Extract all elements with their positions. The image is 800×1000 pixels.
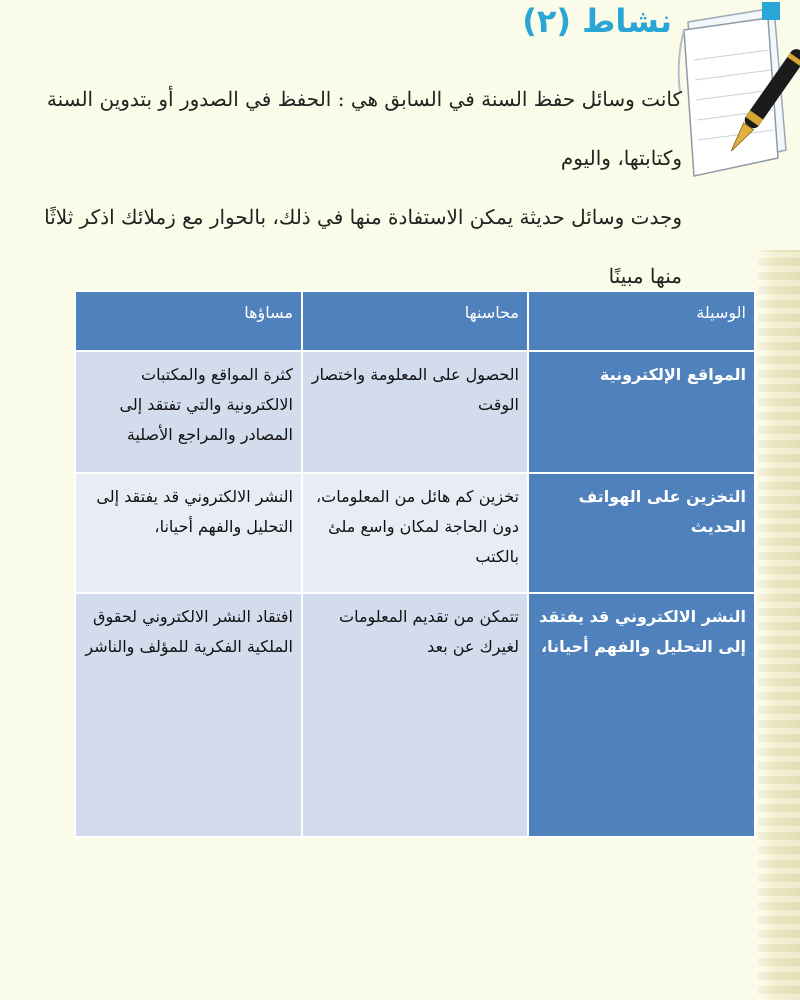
header-method: الوسيلة xyxy=(528,291,755,351)
header-pros: محاسنها xyxy=(302,291,528,351)
notebook-pen-icon xyxy=(670,0,800,190)
table-header-row xyxy=(75,291,755,351)
method-cell: المواقع الإلكترونية xyxy=(528,351,755,473)
intro-line: كانت وسائل حفظ السنة في السابق هي : الحفظ في الصدور أو بتدوين السنة وكتابتها، واليوم xyxy=(46,87,682,170)
cons-cell: افتقاد النشر الالكتروني لحقوق الملكية الفكرية للمؤلف والناشر xyxy=(75,593,302,837)
pros-cell: تتمكن من تقديم المعلومات لغيرك عن بعد xyxy=(302,593,528,837)
method-cell: النشر الالكتروني قد يفتقد إلى التحليل والفهم أحيانا، xyxy=(528,593,755,837)
table-row xyxy=(75,351,755,473)
page-edge-strip xyxy=(758,250,800,1000)
table-row xyxy=(75,473,755,593)
methods-table xyxy=(74,290,756,838)
cons-cell: كثرة المواقع والمكتبات الالكترونية والتي تفتقد إلى المصادر والمراجع الأصلية xyxy=(75,351,302,473)
pros-cell: تخزين كم هائل من المعلومات، دون الحاجة لمكان واسع ملئ بالكتب xyxy=(302,473,528,593)
pros-cell: الحصول على المعلومة واختصار الوقت xyxy=(302,351,528,473)
method-cell: التخزين على الهواتف الحديث xyxy=(528,473,755,593)
activity-title: نشاط (٢) xyxy=(522,2,672,40)
intro-line: وجدت وسائل حديثة يمكن الاستفادة منها في ذلك، بالحوار مع زملائك اذكر ثلاثًا منها مبينًا xyxy=(44,205,682,288)
cons-cell: النشر الالكتروني قد يفتقد إلى التحليل والفهم أحيانا، xyxy=(75,473,302,593)
header-cons: مساؤها xyxy=(75,291,302,351)
table-row xyxy=(75,593,755,837)
